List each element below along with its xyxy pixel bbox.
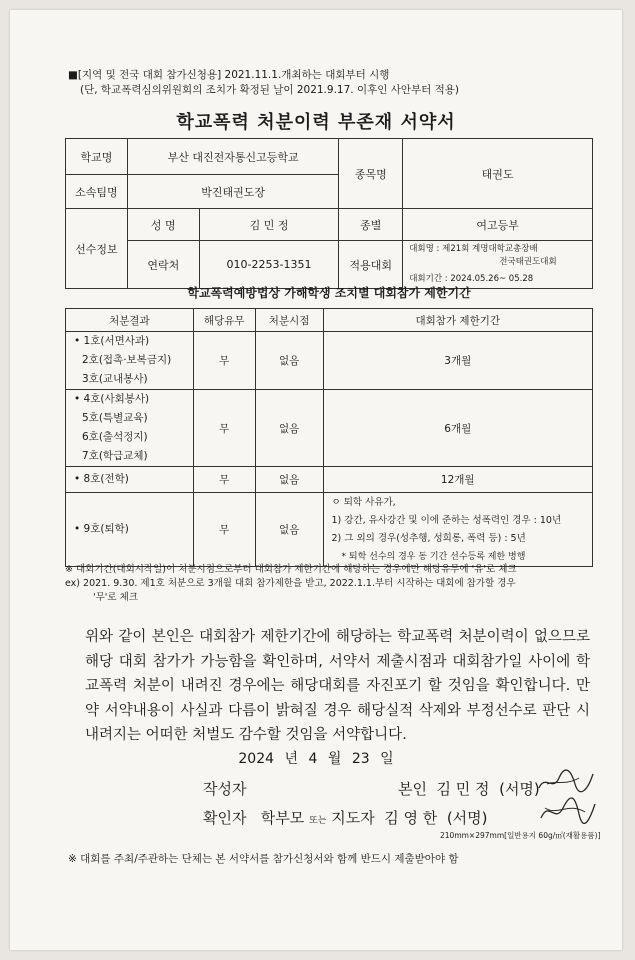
team-value: 박진태권도장: [127, 175, 339, 209]
or-label: 또는: [309, 816, 327, 826]
event-value: 태권도: [403, 139, 593, 209]
restriction-subtitle: 학교폭력예방법상 가해학생 조치별 대회참가 제한기간: [187, 286, 471, 300]
coach-name: 김 영 한: [384, 809, 438, 827]
note-1: ※ 대회기간(대회시작일)이 처분시점으로부터 대회참가 제한기간에 해당하는 경우에만 해당유무에 '유'로 체크: [65, 564, 517, 575]
seal-2: (서명): [446, 809, 488, 827]
condition-line: 2) 그 외의 경우(성추행, 성희롱, 폭력 등) : 5년: [331, 532, 526, 544]
time-cell: 없음: [255, 390, 323, 467]
pledge-text: 위와 같이 본인은 대회참가 제한기간에 해당하는 학교폭력 처분이력이 없으므로 해당 대회 참가가 가능함을 확인하며, 서약서 제출시점과 대회참가일 사이에 학교폭력 처분이 내려진 경우에는 해당대회를 자진포기 할 것임을 확인합니다. 만약 서약내용이 사실과 다름이 밝혀질 경우 해당실적 삭제와 부정선수로 판단 시 내려지는 어떠한 처벌도 감수할 것임을 서약합니다.: [85, 629, 590, 743]
limit-cell: 12개월: [323, 467, 592, 493]
paper-spec: 210mm×297mm[일반용지 60g/㎡(재활용품)]: [440, 831, 601, 840]
competition-details: [403, 241, 593, 289]
time-cell: 없음: [255, 467, 323, 493]
result-item: 5호(특별교육): [82, 412, 148, 424]
condition-line: * 퇴학 선수의 경우 동 기간 선수등록 제한 병행: [341, 551, 526, 562]
athlete-info-table: [65, 138, 593, 289]
result-cell: [66, 390, 194, 467]
contact-label: 연락처: [127, 241, 199, 289]
school-value: 부산 대진전자통신고등학교: [127, 139, 339, 175]
competition-name-cont: 전국태권도대회: [499, 257, 557, 267]
signature-scribble-2: [535, 794, 599, 828]
header-line-1: ■[지역 및 전국 대회 참가신청용] 2021.11.1.개최하는 대회부터 시행: [68, 69, 390, 81]
school-label: 학교명: [66, 139, 128, 175]
event-label: 종목명: [339, 139, 403, 209]
document-title: 학교폭력 처분이력 부존재 서약서: [176, 112, 456, 133]
notes: [65, 563, 605, 605]
confirmer-signature-line: [203, 807, 488, 828]
coach-label: 지도자: [331, 809, 375, 827]
pledge-date: [10, 748, 622, 768]
confirm-label: 확인자: [203, 809, 247, 827]
limit-cell: 3개월: [323, 332, 592, 390]
self-signature-line: [398, 778, 540, 799]
date-day-unit: 일: [380, 751, 394, 767]
contact-value: 010-2253-1351: [199, 241, 339, 289]
seal-1: (서명): [499, 780, 540, 798]
col-header-limit: 대회참가 제한기간: [323, 309, 592, 332]
result-item: • 1호(서면사과): [74, 335, 150, 347]
applicable-cell: 무: [193, 493, 255, 567]
note-2: ex) 2021. 9.30. 제1호 처분으로 3개월 대회 참가제한을 받고, 2022.1.1.부터 시작하는 대회에 참가할 경우: [65, 578, 516, 589]
expulsion-conditions: [323, 493, 592, 567]
team-label: 소속팀명: [66, 175, 128, 209]
col-header-applicable: 해당유무: [193, 309, 255, 332]
date-year: 2024: [238, 751, 275, 767]
condition-line: 1) 강간, 유사강간 및 이에 준하는 성폭력인 경우 : 10년: [331, 514, 562, 526]
name-label: 성 명: [127, 209, 199, 241]
competition-period: 대회기간 : 2024.05.26~ 05.28: [409, 274, 534, 284]
applicable-cell: 무: [193, 467, 255, 493]
category-value: 여고등부: [403, 209, 593, 241]
parent-label: 학부모: [260, 809, 305, 827]
note-2-cont: '무'로 체크: [93, 592, 138, 603]
date-day: 23: [351, 751, 370, 767]
player-info-label: 선수정보: [66, 209, 128, 289]
writer-label: 작성자: [203, 780, 247, 798]
header-line-2: (단, 학교폭력심의위원회의 조치가 확정된 날이 2021.9.17. 이후인 사안부터 적용): [80, 84, 460, 96]
table-row: [66, 332, 593, 390]
date-month: 4: [308, 751, 318, 767]
date-year-unit: 년: [284, 751, 298, 767]
document-page: [10, 10, 622, 950]
col-header-result: 처분결과: [66, 309, 194, 332]
time-cell: 없음: [255, 332, 323, 390]
competition-name: 대회명 : 제21회 계명대학교총장배: [409, 244, 538, 254]
result-item: • 4호(사회봉사): [74, 393, 150, 405]
table-row: [66, 493, 593, 567]
category-label: 종별: [339, 209, 403, 241]
name-value: 김 민 정: [199, 209, 339, 241]
restriction-table: [65, 308, 593, 567]
result-cell: [66, 332, 194, 390]
col-header-time: 처분시점: [255, 309, 323, 332]
time-cell: 없음: [255, 493, 323, 567]
applicable-cell: 무: [193, 390, 255, 467]
header-notice: [68, 68, 459, 98]
condition-line: ㅇ 퇴학 사유가,: [331, 496, 396, 508]
self-label: 본인: [398, 780, 427, 798]
footer-note: ※ 대회를 주최/주관하는 단체는 본 서약서를 참가신청서와 함께 반드시 제출받아야 함: [68, 853, 459, 865]
result-cell: • 9호(퇴학): [66, 493, 194, 567]
table-row: [66, 390, 593, 467]
table-row: [66, 467, 593, 493]
competition-label: 적용대회: [339, 241, 403, 289]
date-month-unit: 월: [327, 751, 342, 767]
result-item: 3호(교내봉사): [82, 373, 148, 385]
result-cell: • 8호(전학): [66, 467, 194, 493]
result-item: 6호(출석정지): [82, 431, 148, 443]
applicable-cell: 무: [193, 332, 255, 390]
limit-cell: 6개월: [323, 390, 592, 467]
self-name: 김 민 정: [436, 780, 490, 798]
result-item: 7호(학급교체): [82, 450, 148, 462]
result-item: 2호(접촉·보복금지): [82, 354, 172, 366]
signature-scribble-1: [535, 766, 599, 796]
